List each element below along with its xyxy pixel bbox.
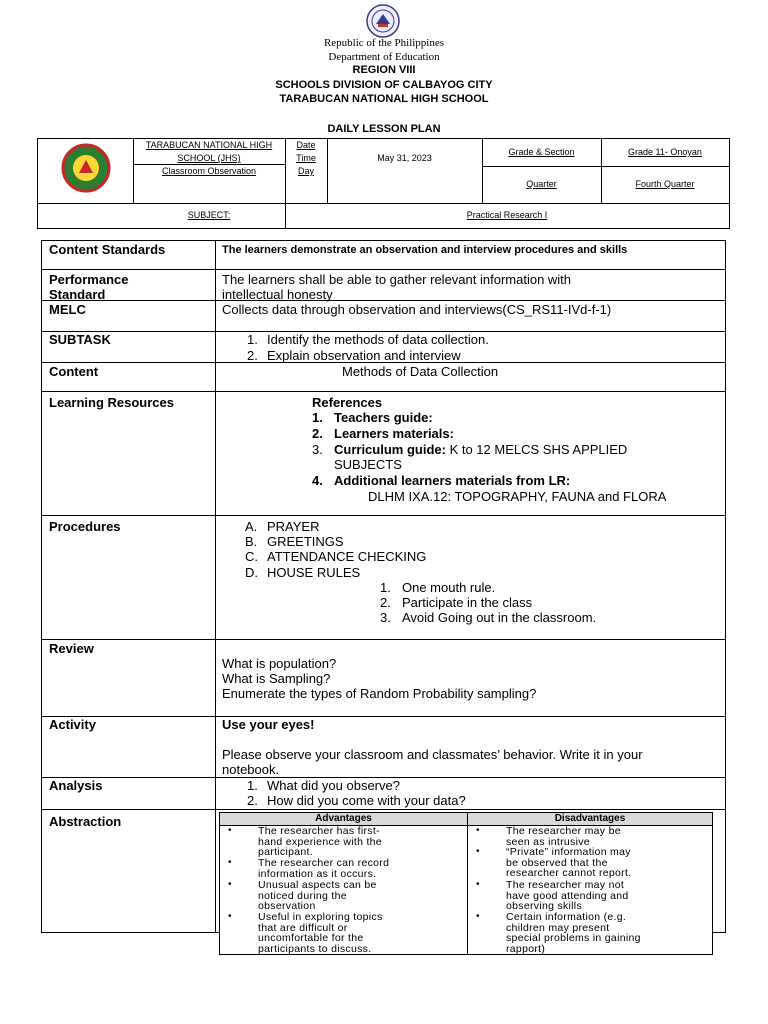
header-region: REGION VIII	[352, 64, 416, 76]
header-department: Department of Education	[328, 51, 440, 63]
date-value: May 31, 2023	[377, 153, 432, 163]
quarter-label: Quarter	[526, 179, 557, 189]
house-rule-item: Avoid Going out in the classroom.	[402, 610, 597, 625]
quarter-value: Fourth Quarter	[635, 179, 695, 189]
review-question: What is population?	[222, 656, 337, 671]
time-label: Time	[296, 153, 316, 163]
performance-label-line2: Standard	[49, 287, 106, 302]
house-rule-item: Participate in the class	[402, 595, 533, 610]
document-title: DAILY LESSON PLAN	[327, 123, 441, 135]
header-division: SCHOOLS DIVISION OF CALBAYOG CITY	[275, 79, 493, 91]
disadvantage-item: Certain information (e.g. children may present special problems in gaining rapport)	[506, 911, 641, 956]
resource-curriculum-guide-cont: SUBJECTS	[334, 457, 402, 472]
analysis-item: What did you observe?	[267, 778, 400, 793]
procedures-label: Procedures	[49, 519, 121, 534]
performance-label-line1: Performance	[49, 272, 129, 287]
disadvantages-heading: Disadvantages	[468, 813, 712, 825]
content-label: Content	[49, 364, 99, 379]
procedure-item: HOUSE RULES	[267, 565, 361, 580]
review-question: What is Sampling?	[222, 671, 331, 686]
disadvantage-item: “Private” information may be observed that the researcher cannot report.	[506, 846, 632, 880]
header-school: TARABUCAN NATIONAL HIGH SCHOOL	[279, 93, 489, 105]
advantage-item: Useful in exploring topics that are difficult or uncomfortable for the participants to discuss.	[258, 911, 383, 956]
resource-additional-materials-cont: DLHM IXA.12: TOPOGRAPHY, FAUNA and FLORA	[368, 489, 667, 504]
review-label: Review	[49, 641, 94, 656]
performance-text-line1: The learners shall be able to gather relevant information with	[222, 272, 572, 287]
resource-curriculum-guide: Curriculum guide: K to 12 MELCS SHS APPLIED	[334, 442, 628, 457]
day-label: Day	[297, 166, 314, 176]
abstraction-table: Advantages Disadvantages • The researcher has first- hand experience with the participant. • The researcher can record information as it occurs. • Unusual aspects can be noticed during the observation • Useful in exploring topics that are difficult or uncomfortable for the participants to discuss. • The researcher may be seen as intrusive • “Private” information may be observed that the researcher cannot report. • The researcher may not have good attending and observing skills • Certain information (e.g. children may present special problems in gaining rapport)	[219, 812, 713, 955]
observation-label: Classroom Observation	[161, 166, 257, 176]
school-name-line2: SCHOOL (JHS)	[177, 153, 241, 163]
resource-teachers-guide: Teachers guide:	[334, 410, 433, 425]
review-question: Enumerate the types of Random Probability sampling?	[222, 686, 537, 701]
lesson-plan-table: Content Standards The learners demonstrate an observation and interview procedures and skills Performance Standard The learners shall be able to gather relevant information with intellectual honesty MELC Collects data through observation and interviews(CS_RS11-IVd-f-1) SUBTASK 1. Identify the methods of data collection. 2. Explain observation and interview Content Methods of Data Collection Learning Resources References 1. Teachers guide: 2. Learners materials: 3. Curriculum guide: K to 12 MELCS SHS APPLIED SUBJECTS 4. Additional learners materials from LR: DLHM IXA.12: TOPOGRAPHY, FAUNA and FLORA Procedures A. PRAYER B. GREETINGS C. ATTENDANCE CHECKING D. HOUSE RULES 1. One mouth rule. 2. Participate in the class 3. Avoid Going out in the classroom. Review What is population? What is Sampling? Enumerate the types of Random Probability sampling? Activity Use your eyes! Please observe your classroom and classmates’ behavior. Write it in your notebook. Analysis 1. What did you observe? 2. How did you come with your data? Abstraction	[41, 240, 726, 933]
melc-label: MELC	[49, 302, 86, 317]
procedure-item: ATTENDANCE CHECKING	[267, 549, 427, 564]
activity-title: Use your eyes!	[222, 717, 315, 732]
deped-seal-icon	[360, 4, 406, 38]
grade-section-label: Grade & Section	[508, 147, 575, 157]
references-heading: References	[312, 395, 383, 410]
house-rule-item: One mouth rule.	[402, 580, 496, 595]
subtask-label: SUBTASK	[49, 332, 111, 347]
activity-text-line2: notebook.	[222, 762, 280, 777]
activity-text-line1: Please observe your classroom and classmates’ behavior. Write it in your	[222, 747, 643, 762]
disadvantage-item: The researcher may be seen as intrusive	[506, 825, 621, 848]
content-standards-text: The learners demonstrate an observation and interview procedures and skills	[222, 244, 628, 256]
analysis-item: How did you come with your data?	[267, 793, 466, 808]
school-logo-icon	[61, 143, 111, 193]
abstraction-label: Abstraction	[49, 814, 122, 829]
performance-text-line2: intellectual honesty	[222, 287, 333, 302]
advantage-item: The researcher has first- hand experience with the participant.	[258, 825, 382, 859]
advantages-heading: Advantages	[220, 813, 467, 825]
subtask-item: Identify the methods of data collection.	[267, 332, 489, 347]
content-text: Methods of Data Collection	[342, 364, 499, 379]
date-label: Date	[296, 140, 316, 150]
advantage-item: Unusual aspects can be noticed during the observation	[258, 879, 377, 913]
resource-learners-materials: Learners materials:	[334, 426, 454, 441]
activity-label: Activity	[49, 717, 96, 732]
header-republic: Republic of the Philippines	[323, 37, 445, 49]
subject-label: SUBJECT:	[187, 210, 231, 220]
content-standards-label: Content Standards	[49, 242, 166, 257]
melc-text: Collects data through observation and interviews(CS_RS11-IVd-f-1)	[222, 302, 612, 317]
procedure-item: GREETINGS	[267, 534, 344, 549]
grade-section-value: Grade 11- Onoyan	[628, 147, 702, 157]
procedure-item: PRAYER	[267, 519, 320, 534]
analysis-label: Analysis	[49, 778, 103, 793]
resource-additional-materials: Additional learners materials from LR:	[334, 473, 571, 488]
subtask-item: Explain observation and interview	[267, 348, 461, 363]
learning-resources-label: Learning Resources	[49, 395, 174, 410]
lesson-info-table	[37, 138, 730, 229]
subject-value: Practical Research I	[466, 210, 548, 220]
advantage-item: The researcher can record information as it occurs.	[258, 857, 390, 880]
disadvantage-item: The researcher may not have good attending and observing skills	[506, 879, 629, 913]
school-name-line1: TARABUCAN NATIONAL HIGH	[145, 140, 273, 150]
